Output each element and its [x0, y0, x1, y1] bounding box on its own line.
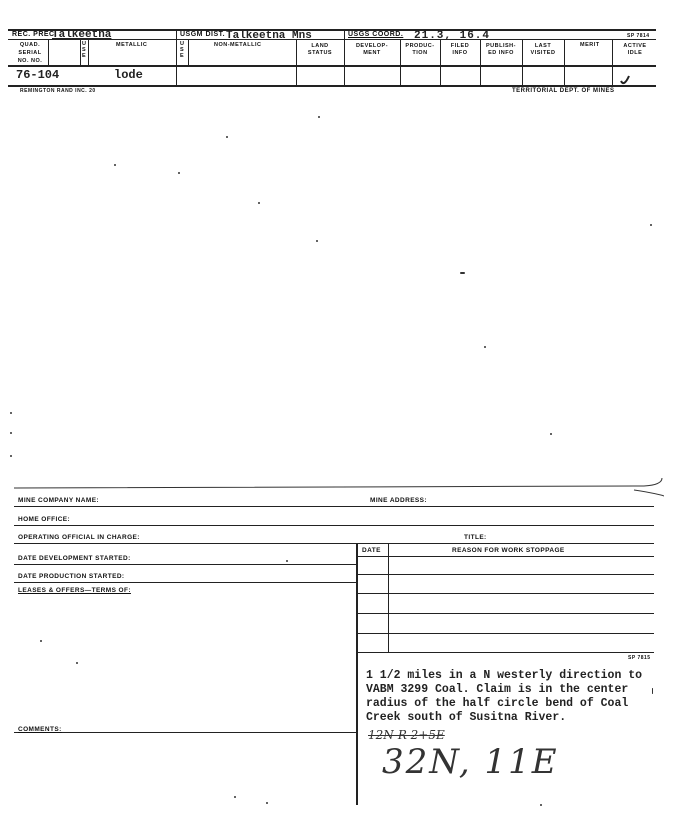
divider	[296, 39, 297, 86]
top-form-bottom-border	[8, 85, 656, 87]
filed-info-label: FILED INFO	[450, 43, 470, 56]
stoppage-row-line	[356, 593, 654, 594]
land-status-label: LAND STATUS	[307, 43, 333, 56]
active-idle-label: ACTIVE IDLE	[623, 43, 647, 56]
divider	[344, 29, 345, 86]
metallic-value: lode	[114, 68, 143, 82]
divider	[522, 39, 523, 86]
usgs-coord-label: USGS COORD.	[348, 31, 404, 38]
stoppage-row-line	[356, 574, 654, 575]
scan-speck	[540, 804, 542, 806]
scan-speck	[484, 346, 486, 348]
scan-speck	[286, 560, 288, 562]
reason-column-label: REASON FOR WORK STOPPAGE	[452, 547, 565, 554]
rec-prec-value: Talkeetna	[52, 29, 112, 41]
divider	[612, 39, 613, 86]
scan-speck	[10, 412, 12, 414]
scan-speck	[10, 455, 12, 457]
usgm-dist-value: Talkeetna Mns	[226, 30, 312, 42]
date-column-label: DATE	[362, 547, 381, 554]
active-checkmark-icon	[618, 74, 632, 86]
operating-official-label: OPERATING OFFICIAL IN CHARGE:	[18, 534, 140, 541]
metallic-label: METALLIC	[116, 42, 148, 48]
scan-speck	[460, 272, 465, 274]
scan-speck	[234, 796, 236, 798]
production-label: PRODUC-TION	[405, 43, 435, 56]
scan-speck	[178, 172, 180, 174]
use-metallic-label: U S E	[82, 41, 87, 59]
line-prod-started	[14, 582, 356, 583]
stoppage-date-divider	[388, 543, 389, 653]
last-visited-label: LAST VISITED	[530, 43, 556, 56]
stoppage-table-left	[356, 543, 358, 805]
merit-label: MERIT	[580, 42, 600, 48]
leases-label: LEASES & OFFERS—TERMS OF:	[18, 587, 131, 594]
line-home-office	[14, 525, 654, 526]
strikethrough-note: 12N-R 2+5E	[368, 728, 445, 742]
serial-value: 76-104	[16, 68, 60, 82]
prod-started-label: DATE PRODUCTION STARTED:	[18, 573, 125, 580]
divider	[564, 39, 565, 86]
divider	[440, 39, 441, 86]
line-comments	[14, 732, 356, 733]
usgm-dist-label: USGM DIST.	[180, 31, 226, 38]
home-office-label: HOME OFFICE:	[18, 516, 71, 523]
divider	[400, 39, 401, 86]
usgs-coord-value: 21.3, 16.4	[414, 30, 491, 42]
stoppage-header-line	[356, 556, 654, 557]
divider	[88, 39, 89, 66]
scan-speck	[266, 802, 268, 804]
top-form-subheader-divider	[8, 65, 656, 67]
stoppage-row-line	[356, 633, 654, 634]
divider	[176, 29, 177, 86]
scan-speck	[10, 432, 12, 434]
form-code-bottom: SP 7815	[628, 655, 651, 661]
title-label: TITLE:	[464, 534, 487, 541]
territorial-label: TERRITORIAL DEPT. OF MINES	[512, 88, 615, 94]
quad-serial-label: QUAD. SERIAL NO. NO.	[17, 42, 43, 64]
non-metallic-label: NON-METALLIC	[214, 42, 262, 48]
divider	[48, 39, 49, 66]
scan-speck	[114, 164, 116, 166]
comment-line: VABM 3299 Coal. Claim is in the center	[366, 683, 629, 696]
divider	[188, 39, 189, 66]
scan-speck	[76, 662, 78, 664]
scan-speck	[40, 640, 42, 642]
mine-address-label: MINE ADDRESS:	[370, 497, 427, 504]
comments-label: COMMENTS:	[18, 726, 62, 733]
divider	[480, 39, 481, 86]
scan-speck	[318, 116, 320, 118]
form-top-curve	[14, 476, 664, 498]
handwritten-note: 32N, 11E	[382, 742, 559, 782]
scan-speck	[652, 688, 653, 694]
published-info-label: PUBLISH-ED INFO	[486, 43, 516, 56]
mine-company-label: MINE COMPANY NAME:	[18, 497, 99, 504]
printer-line: REMINGTON RAND INC. 20	[20, 88, 96, 94]
scan-speck	[316, 240, 318, 242]
line-mine-company	[14, 506, 654, 507]
scan-speck	[258, 202, 260, 204]
line-operating-official	[14, 543, 654, 544]
comment-line: radius of the half circle bend of Coal	[366, 697, 629, 710]
rec-prec-label: REC. PREC.	[12, 31, 58, 38]
scan-speck	[650, 224, 652, 226]
scan-speck	[226, 136, 228, 138]
comment-text	[366, 669, 642, 725]
stoppage-row-line	[356, 613, 654, 614]
dev-started-label: DATE DEVELOPMENT STARTED:	[18, 555, 131, 562]
comment-line: 1 1/2 miles in a N westerly direction to	[366, 669, 643, 682]
comment-line: Creek south of Susitna River.	[366, 711, 567, 724]
development-label: DEVELOP-MENT	[355, 43, 389, 56]
form-code-top: SP 7814	[627, 33, 650, 39]
stoppage-row-line	[356, 652, 654, 653]
use-nonmetallic-label: U S E	[180, 41, 185, 59]
divider	[80, 39, 81, 66]
scan-speck	[550, 433, 552, 435]
line-dev-started	[14, 564, 356, 565]
